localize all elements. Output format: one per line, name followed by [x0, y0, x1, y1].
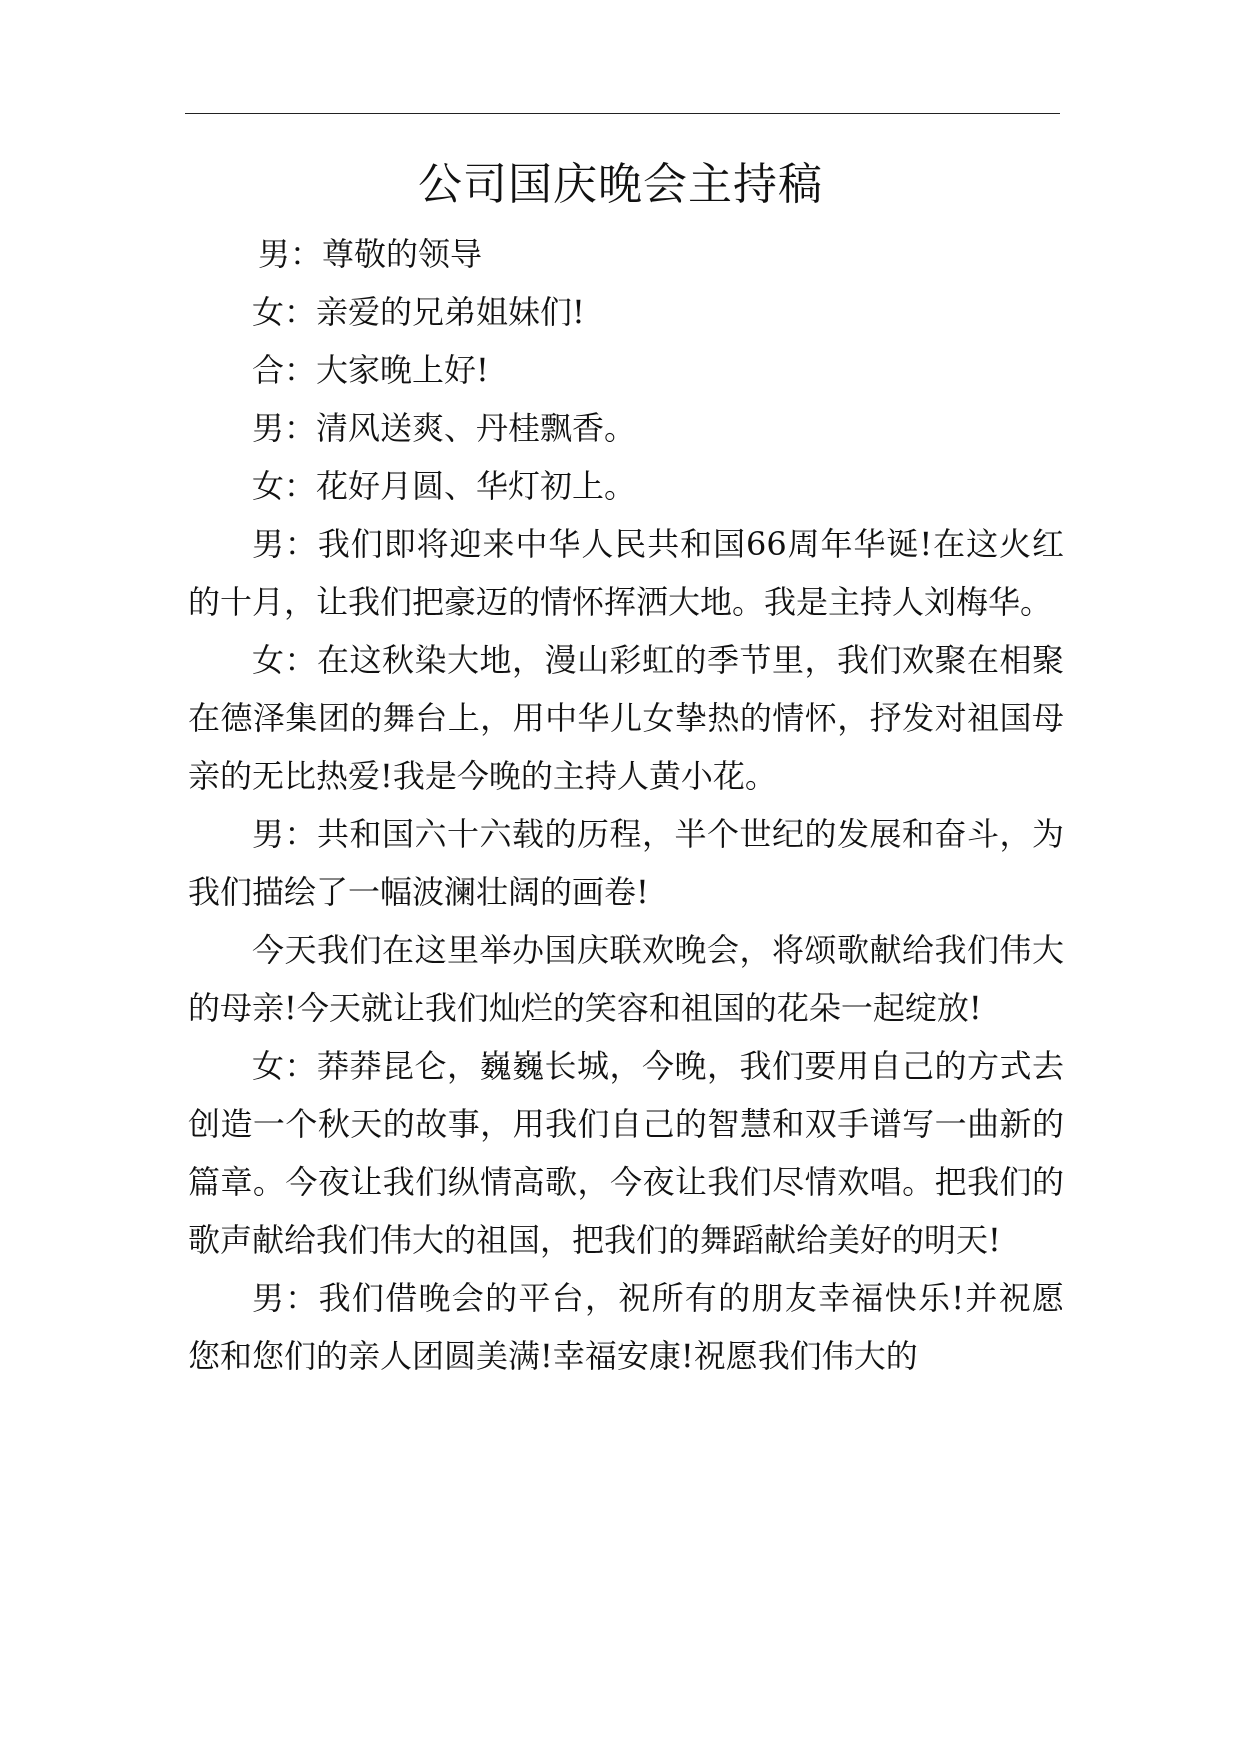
document-body — [188, 225, 1064, 1385]
paragraph: 今天我们在这里举办国庆联欢晚会，将颂歌献给我们伟大的母亲!今天就让我们灿烂的笑容和祖国的花朵一起绽放! — [188, 931, 1064, 1027]
paragraph: 女：莽莽昆仑，巍巍长城，今晚，我们要用自己的方式去创造一个秋天的故事，用我们自己的智慧和双手谱写一曲新的篇章。今夜让我们纵情高歌，今夜让我们尽情欢唱。把我们的歌声献给我们伟大的祖国，把我们的舞蹈献给美好的明天! — [188, 1047, 1064, 1259]
header-rule — [185, 113, 1060, 114]
paragraph: 男：共和国六十六载的历程，半个世纪的发展和奋斗，为我们描绘了一幅波澜壮阔的画卷! — [188, 815, 1064, 911]
paragraph: 男：我们即将迎来中华人民共和国66周年华诞!在这火红的十月，让我们把豪迈的情怀挥洒大地。我是主持人刘梅华。 — [188, 525, 1064, 621]
document-title: 公司国庆晚会主持稿 — [418, 159, 823, 210]
paragraph: 男：我们借晚会的平台，祝所有的朋友幸福快乐!并祝愿您和您们的亲人团圆美满!幸福安康!祝愿我们伟大的 — [188, 1279, 1064, 1375]
paragraph: 男：尊敬的领导 — [258, 235, 483, 273]
paragraph: 合：大家晚上好! — [252, 351, 489, 389]
paragraph: 男：清风送爽、丹桂飘香。 — [252, 409, 637, 447]
paragraph: 女：花好月圆、华灯初上。 — [252, 467, 637, 505]
paragraph: 女：亲爱的兄弟姐妹们! — [252, 293, 585, 331]
paragraph: 女：在这秋染大地，漫山彩虹的季节里，我们欢聚在相聚在德泽集团的舞台上，用中华儿女挚热的情怀，抒发对祖国母亲的无比热爱!我是今晚的主持人黄小花。 — [188, 641, 1064, 795]
